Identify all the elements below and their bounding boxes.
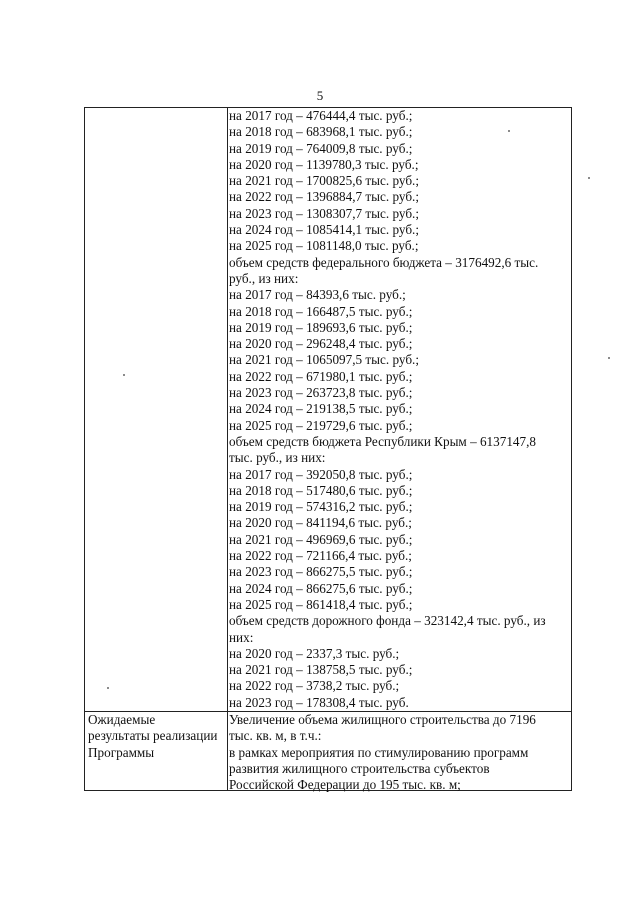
scan-speck <box>588 177 590 179</box>
financing-line: на 2021 год – 1700825,6 тыс. руб.; <box>229 173 419 189</box>
financing-line: на 2018 год – 166487,5 тыс. руб.; <box>229 303 413 319</box>
results-label-line: результаты реализации <box>88 728 218 744</box>
financing-line: на 2021 год – 496969,6 тыс. руб.; <box>229 531 413 547</box>
passport-table <box>84 107 572 791</box>
financing-line: на 2025 год – 1081148,0 тыс. руб.; <box>229 238 419 254</box>
scan-speck <box>608 357 610 359</box>
financing-line: на 2024 год – 219138,5 тыс. руб.; <box>229 401 413 417</box>
financing-line: объем средств бюджета Республики Крым – 6137147,8 <box>229 433 537 449</box>
financing-line: руб., из них: <box>229 270 299 286</box>
financing-line: на 2019 год – 574316,2 тыс. руб.; <box>229 499 413 515</box>
results-label-line: Программы <box>88 744 155 760</box>
financing-line: на 2023 год – 1308307,7 тыс. руб.; <box>229 205 419 221</box>
financing-line: на 2022 год – 3738,2 тыс. руб.; <box>229 678 400 694</box>
financing-line: на 2020 год – 296248,4 тыс. руб.; <box>229 336 413 352</box>
results-text-line: Увеличение объема жилищного строительства до 7196 <box>229 712 536 727</box>
scan-speck <box>508 130 510 132</box>
financing-line: на 2024 год – 1085414,1 тыс. руб.; <box>229 222 419 238</box>
financing-cell <box>229 108 569 711</box>
results-text-cell <box>229 712 569 793</box>
financing-line: на 2021 год – 138758,5 тыс. руб.; <box>229 662 413 678</box>
results-text-line: развития жилищного строительства субъектов <box>229 760 490 776</box>
financing-line: на 2018 год – 517480,6 тыс. руб.; <box>229 482 413 498</box>
financing-line: на 2021 год – 1065097,5 тыс. руб.; <box>229 352 419 368</box>
scan-speck <box>123 374 125 376</box>
column-divider <box>227 108 228 790</box>
financing-line: на 2022 год – 671980,1 тыс. руб.; <box>229 368 413 384</box>
financing-line: на 2017 год – 84393,6 тыс. руб.; <box>229 287 406 303</box>
page-number: 5 <box>316 88 324 103</box>
financing-line: на 2022 год – 721166,4 тыс. руб.; <box>229 548 412 564</box>
financing-line: объем средств дорожного фонда – 323142,4 тыс. руб., из <box>229 613 546 629</box>
financing-line: них: <box>229 629 254 645</box>
financing-line: на 2023 год – 866275,5 тыс. руб.; <box>229 564 413 580</box>
financing-line: на 2020 год – 2337,3 тыс. руб.; <box>229 645 400 661</box>
results-text-line: тыс. кв. м, в т.ч.: <box>229 728 322 744</box>
financing-line: на 2020 год – 841194,6 тыс. руб.; <box>229 515 412 531</box>
financing-line: на 2022 год – 1396884,7 тыс. руб.; <box>229 189 419 205</box>
financing-line: на 2025 год – 861418,4 тыс. руб.; <box>229 596 413 612</box>
results-label-line: Ожидаемые <box>88 712 156 727</box>
financing-line: на 2017 год – 392050,8 тыс. руб.; <box>229 466 413 482</box>
financing-line: на 2017 год – 476444,4 тыс. руб.; <box>229 108 413 123</box>
financing-line: на 2024 год – 866275,6 тыс. руб.; <box>229 580 413 596</box>
results-text-line: в рамках мероприятия по стимулированию программ <box>229 744 529 760</box>
financing-line: объем средств федерального бюджета – 3176492,6 тыс. <box>229 254 539 270</box>
results-text-line: Российской Федерации до 195 тыс. кв. м; <box>229 777 461 793</box>
financing-line: на 2018 год – 683968,1 тыс. руб.; <box>229 124 413 140</box>
financing-line: на 2023 год – 263723,8 тыс. руб.; <box>229 385 413 401</box>
results-label-cell <box>88 712 228 761</box>
financing-line: на 2020 год – 1139780,3 тыс. руб.; <box>229 156 419 172</box>
financing-line: на 2019 год – 189693,6 тыс. руб.; <box>229 319 413 335</box>
financing-line: на 2019 год – 764009,8 тыс. руб.; <box>229 140 413 156</box>
financing-line: на 2023 год – 178308,4 тыс. руб. <box>229 694 409 710</box>
financing-line: на 2025 год – 219729,6 тыс. руб.; <box>229 417 413 433</box>
financing-line: тыс. руб., из них: <box>229 450 326 466</box>
scan-speck <box>107 687 109 689</box>
